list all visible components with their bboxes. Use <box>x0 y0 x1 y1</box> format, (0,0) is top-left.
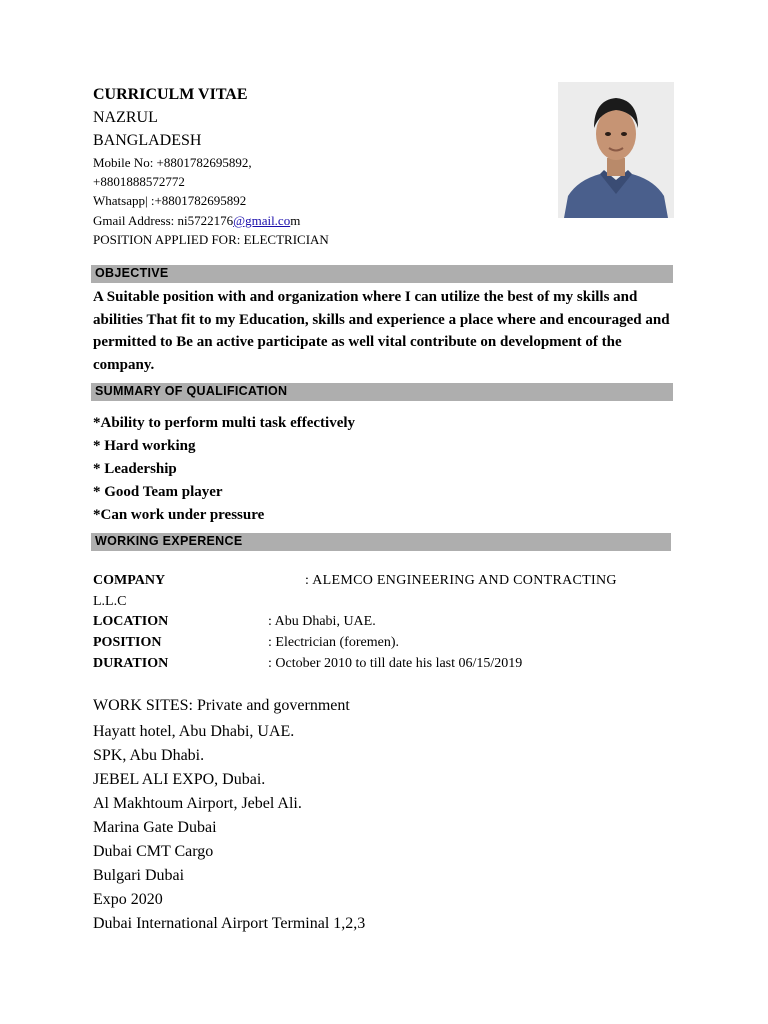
list-item: * Good Team player <box>93 484 223 500</box>
mobile-number: Mobile No: +8801782695892, <box>93 155 252 170</box>
qualification-list <box>93 412 355 527</box>
profile-photo <box>558 82 674 218</box>
position-applied: POSITION APPLIED FOR: ELECTRICIAN <box>93 232 329 247</box>
objective-heading: OBJECTIVE <box>95 266 169 280</box>
position-value: : Electrician (foremen). <box>268 635 399 650</box>
list-item: *Can work under pressure <box>93 507 265 523</box>
list-item: Dubai International Airport Terminal 1,2,3 <box>93 915 366 932</box>
work-sites-list <box>93 720 365 936</box>
experience-heading-bar <box>91 533 671 551</box>
list-item: Hayatt hotel, Abu Dhabi, UAE. <box>93 723 295 740</box>
objective-heading-bar <box>91 265 673 283</box>
gmail-address <box>93 213 300 229</box>
list-item: Bulgari Dubai <box>93 867 185 884</box>
list-item: * Leadership <box>93 461 177 477</box>
duration-label: DURATION <box>93 656 169 671</box>
qualification-heading: SUMMARY OF QUALIFICATION <box>95 384 288 398</box>
work-sites-title: WORK SITES: Private and government <box>93 697 350 714</box>
company-continuation: L.L.C <box>93 594 127 609</box>
duration-value: : October 2010 to till date his last 06/15/2019 <box>268 656 523 671</box>
gmail-link[interactable]: @gmail.co <box>233 213 291 228</box>
list-item: * Hard working <box>93 438 196 454</box>
gmail-prefix: Gmail Address: ni5722176 <box>93 213 234 228</box>
list-item: SPK, Abu Dhabi. <box>93 747 205 764</box>
objective-text: A Suitable position with and organization where I can utilize the best of my skills and abilities That fit to my Education, skills and experience a place where and encouraged and permitted to Be an active participate as well vital contribute on development of the company. <box>93 289 670 373</box>
position-label: POSITION <box>93 635 162 650</box>
candidate-name: NAZRUL <box>93 109 158 126</box>
list-item: Al Makhtoum Airport, Jebel Ali. <box>93 795 302 812</box>
qualification-heading-bar <box>91 383 673 401</box>
location-label: LOCATION <box>93 614 169 629</box>
location-value: : Abu Dhabi, UAE. <box>268 614 376 629</box>
document-title: CURRICULM VITAE <box>93 86 248 103</box>
person-portrait-icon <box>558 82 674 218</box>
whatsapp-number: Whatsapp| :+8801782695892 <box>93 193 247 208</box>
list-item: Dubai CMT Cargo <box>93 843 214 860</box>
experience-heading: WORKING EXPERENCE <box>95 534 243 548</box>
company-label: COMPANY <box>93 573 166 588</box>
gmail-suffix: m <box>290 213 301 228</box>
list-item: Marina Gate Dubai <box>93 819 217 836</box>
list-item: JEBEL ALI EXPO, Dubai. <box>93 771 266 788</box>
mobile-number-2: +8801888572772 <box>93 174 185 189</box>
candidate-country: BANGLADESH <box>93 132 202 149</box>
list-item: Expo 2020 <box>93 891 163 908</box>
company-value: : ALEMCO ENGINEERING AND CONTRACTING <box>305 573 617 588</box>
list-item: *Ability to perform multi task effectively <box>93 415 356 431</box>
